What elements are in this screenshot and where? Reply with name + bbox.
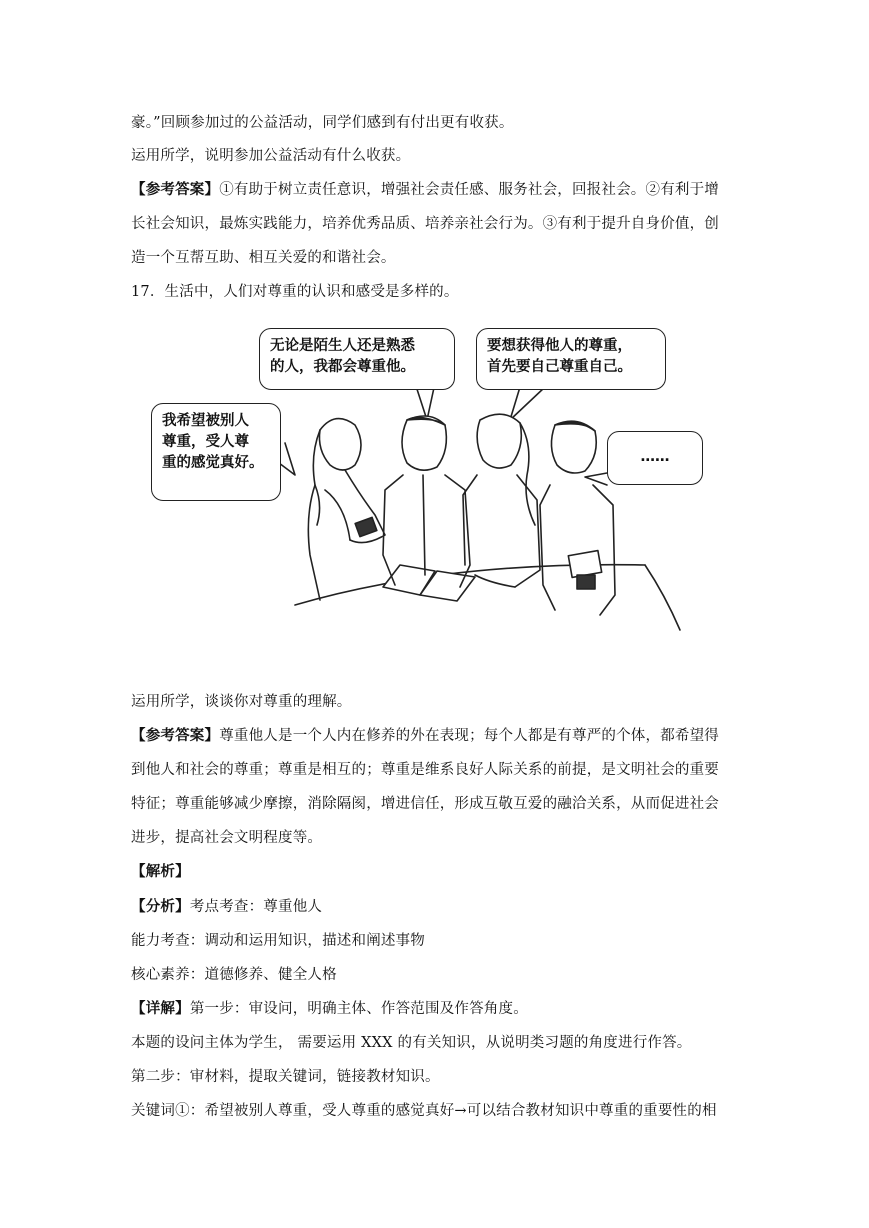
text-line-13: 【分析】考点考查：尊重他人	[131, 898, 323, 915]
speech-bubble-left: 我希望被别人 尊重，受人尊 重的感觉真好。	[151, 403, 281, 501]
text-line-14: 能力考查：调动和运用知识，描述和阐述事物	[131, 933, 425, 949]
speech-bubble-far-right: ……	[607, 431, 703, 485]
speech-bubble-middle: 无论是陌生人还是熟悉 的人，我都会尊重他。	[259, 328, 455, 390]
text-line-4: 长社会知识，最炼实践能力，培养优秀品质、培养亲社会行为。③有利于提升自身价值，创	[131, 216, 719, 232]
text-line-19: 关键词①：希望被别人尊重，受人尊重的感觉真好→可以结合教材知识中尊重的重要性的相	[131, 1103, 717, 1119]
text-line-15: 核心素养：道德修养、健全人格	[131, 967, 337, 983]
text-line-18: 第二步：审材料，提取关键词，链接教材知识。	[131, 1069, 440, 1085]
text-line-7: 运用所学，谈谈你对尊重的理解。	[131, 694, 352, 710]
text-line-16: 【详解】第一步：审设问，明确主体、作答范围及作答角度。	[131, 1000, 528, 1017]
text-line-8: 【参考答案】尊重他人是一个人内在修养的外在表现；每个人都是有尊严的个体，都希望得	[131, 727, 719, 744]
analysis-heading: 【解析】	[131, 863, 190, 880]
text-line-2: 运用所学，说明参加公益活动有什么收获。	[131, 148, 411, 164]
text-line-9: 到他人和社会的尊重；尊重是相互的；尊重是维系良好人际关系的前提，是文明社会的重要	[131, 762, 719, 778]
question-17: 17．生活中，人们对尊重的认识和感受是多样的。	[131, 284, 459, 300]
text-line-17: 本题的设问主体为学生， 需要运用 XXX 的有关知识，从说明类习题的角度进行作答。	[131, 1035, 692, 1051]
text-line-1: 豪。”回顾参加过的公益活动，同学们感到有付出更有收获。	[131, 115, 514, 131]
text-line-3: 【参考答案】①有助于树立责任意识，增强社会责任感、服务社会，回报社会。②有利于增	[131, 181, 719, 198]
illustration-students-discussing	[145, 325, 710, 635]
answer-label: 【参考答案】	[131, 181, 220, 198]
speech-bubble-right: 要想获得他人的尊重， 首先要自己尊重自己。	[476, 328, 666, 390]
text-line-11: 进步，提高社会文明程度等。	[131, 830, 323, 846]
text-line-10: 特征；尊重能够减少摩擦，消除隔阂，增进信任，形成互敬互爱的融洽关系，从而促进社会	[131, 796, 719, 812]
text-line-5: 造一个互帮互助、相互关爱的和谐社会。	[131, 250, 396, 266]
answer-label: 【参考答案】	[131, 727, 220, 744]
